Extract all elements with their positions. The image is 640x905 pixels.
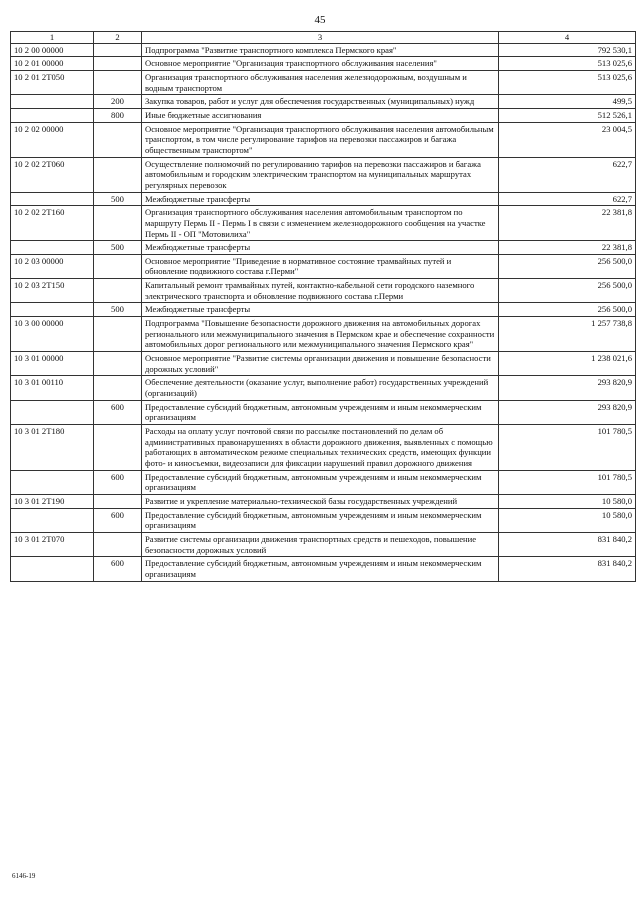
- cell-name: Развитие и укрепление материально-технической базы государственных учреждений: [142, 494, 499, 508]
- cell-amount: 293 820,9: [499, 376, 636, 400]
- cell-type: 200: [94, 95, 142, 109]
- table-row: [11, 254, 636, 278]
- cell-type: [94, 376, 142, 400]
- cell-code: 10 3 01 2T070: [11, 532, 94, 556]
- cell-name: Развитие системы организации движения транспортных средств и пешеходов, повышение безопасности дорожных условий: [142, 532, 499, 556]
- cell-amount: 23 004,5: [499, 122, 636, 157]
- cell-name: Организация транспортного обслуживания населения автомобильным транспортом по маршруту Пермь II - Пермь I в связи с изменением железнодорожного сообщения на участке Пермь II - ОП "Мотовилиха": [142, 206, 499, 241]
- table-row: [11, 95, 636, 109]
- cell-name: Межбюджетные трансферты: [142, 303, 499, 317]
- table-row: [11, 532, 636, 556]
- cell-code: 10 2 00 00000: [11, 43, 94, 57]
- cell-name: Осуществление полномочий по регулированию тарифов на перевозки пассажиров и багажа автомобильным и городским электрическим транспортом на муниципальных маршрутах регулярных перевозок: [142, 157, 499, 192]
- cell-name: Основное мероприятие "Организация транспортного обслуживания населения автомобильным транспортом, в том числе регулирование тарифов на перевозки пассажиров и багажа общественным транспортом": [142, 122, 499, 157]
- cell-name: Расходы на оплату услуг почтовой связи по рассылке постановлений по делам об административных правонарушениях в области дорожного движения, выявленных с помощью работающих в автоматическом режиме специальных технических средств, имеющих функции фото- и киносъемки, видеозаписи для фиксации нарушений правил дорожного движения: [142, 425, 499, 471]
- cell-amount: 256 500,0: [499, 303, 636, 317]
- cell-type: [94, 352, 142, 376]
- cell-code: [11, 95, 94, 109]
- cell-type: 600: [94, 400, 142, 424]
- table-row: [11, 376, 636, 400]
- table-row: [11, 157, 636, 192]
- table-row: [11, 206, 636, 241]
- table-row: [11, 108, 636, 122]
- cell-code: [11, 508, 94, 532]
- table-row: [11, 352, 636, 376]
- cell-amount: 513 025,6: [499, 70, 636, 94]
- cell-name: Межбюджетные трансферты: [142, 192, 499, 206]
- table-row: [11, 425, 636, 471]
- cell-name: Основное мероприятие "Развитие системы организации движения и повышение безопасности дорожных условий": [142, 352, 499, 376]
- cell-name: Основное мероприятие "Организация транспортного обслуживания населения": [142, 57, 499, 71]
- table-row: [11, 470, 636, 494]
- cell-name: Предоставление субсидий бюджетным, автономным учреждениям и иным некоммерческим организациям: [142, 400, 499, 424]
- cell-code: [11, 108, 94, 122]
- cell-code: 10 3 01 2T190: [11, 494, 94, 508]
- cell-code: [11, 241, 94, 255]
- table-row: [11, 122, 636, 157]
- cell-amount: 512 526,1: [499, 108, 636, 122]
- cell-name: Организация транспортного обслуживания населения железнодорожным, воздушным и водным транспортом: [142, 70, 499, 94]
- cell-type: [94, 532, 142, 556]
- table-row: [11, 557, 636, 581]
- cell-name: Подпрограмма "Повышение безопасности дорожного движения на автомобильных дорогах регионального или межмуниципального значения в Пермском крае и обеспечение сохранности автомобильных дорог регионального или межмуниципального значения Пермского края": [142, 317, 499, 352]
- table-row: [11, 279, 636, 303]
- cell-code: [11, 557, 94, 581]
- cell-code: [11, 303, 94, 317]
- cell-name: Иные бюджетные ассигнования: [142, 108, 499, 122]
- column-header-amount: 4: [499, 32, 636, 44]
- cell-name: Предоставление субсидий бюджетным, автономным учреждениям и иным некоммерческим организациям: [142, 508, 499, 532]
- document-footer-code: 6146-19: [12, 872, 36, 880]
- column-header-code: 1: [11, 32, 94, 44]
- table-row: [11, 317, 636, 352]
- cell-type: 600: [94, 508, 142, 532]
- cell-name: Подпрограмма "Развитие транспортного комплекса Пермского края": [142, 43, 499, 57]
- cell-amount: 22 381,8: [499, 241, 636, 255]
- table-header-row: [11, 32, 636, 44]
- cell-code: 10 2 01 2T050: [11, 70, 94, 94]
- cell-type: 600: [94, 557, 142, 581]
- cell-type: 800: [94, 108, 142, 122]
- table-row: [11, 192, 636, 206]
- page-number: 45: [314, 14, 326, 26]
- cell-code: 10 3 00 00000: [11, 317, 94, 352]
- cell-type: [94, 70, 142, 94]
- cell-amount: 792 530,1: [499, 43, 636, 57]
- cell-amount: 1 257 738,8: [499, 317, 636, 352]
- cell-amount: 831 840,2: [499, 557, 636, 581]
- cell-type: 500: [94, 241, 142, 255]
- cell-name: Закупка товаров, работ и услуг для обеспечения государственных (муниципальных) нужд: [142, 95, 499, 109]
- table-row: [11, 400, 636, 424]
- cell-type: [94, 206, 142, 241]
- table-row: [11, 494, 636, 508]
- cell-name: Капитальный ремонт трамвайных путей, контактно-кабельной сети городского наземного электрического транспорта и обновление подвижного состава г.Перми: [142, 279, 499, 303]
- cell-code: [11, 400, 94, 424]
- cell-code: 10 2 03 2T150: [11, 279, 94, 303]
- cell-amount: 499,5: [499, 95, 636, 109]
- cell-type: [94, 279, 142, 303]
- cell-code: 10 2 02 00000: [11, 122, 94, 157]
- column-header-name: 3: [142, 32, 499, 44]
- cell-type: 500: [94, 192, 142, 206]
- cell-code: 10 3 01 00110: [11, 376, 94, 400]
- cell-code: 10 2 02 2T060: [11, 157, 94, 192]
- cell-name: Основное мероприятие "Приведение в нормативное состояние трамвайных путей и обновление подвижного состава г.Перми": [142, 254, 499, 278]
- cell-type: [94, 494, 142, 508]
- cell-amount: 22 381,8: [499, 206, 636, 241]
- cell-amount: 256 500,0: [499, 279, 636, 303]
- cell-amount: 10 580,0: [499, 494, 636, 508]
- cell-amount: 831 840,2: [499, 532, 636, 556]
- cell-amount: 513 025,6: [499, 57, 636, 71]
- table-row: [11, 241, 636, 255]
- cell-code: 10 3 01 00000: [11, 352, 94, 376]
- cell-type: [94, 157, 142, 192]
- cell-amount: 293 820,9: [499, 400, 636, 424]
- cell-amount: 622,7: [499, 192, 636, 206]
- cell-name: Предоставление субсидий бюджетным, автономным учреждениям и иным некоммерческим организациям: [142, 470, 499, 494]
- cell-type: [94, 254, 142, 278]
- table-row: [11, 57, 636, 71]
- cell-amount: 622,7: [499, 157, 636, 192]
- cell-code: [11, 192, 94, 206]
- cell-name: Межбюджетные трансферты: [142, 241, 499, 255]
- cell-amount: 256 500,0: [499, 254, 636, 278]
- cell-type: [94, 317, 142, 352]
- table-row: [11, 303, 636, 317]
- column-header-type: 2: [94, 32, 142, 44]
- cell-amount: 1 238 021,6: [499, 352, 636, 376]
- cell-code: 10 2 02 2T160: [11, 206, 94, 241]
- budget-table: [10, 31, 636, 582]
- cell-amount: 101 780,5: [499, 425, 636, 471]
- cell-name: Обеспечение деятельности (оказание услуг, выполнение работ) государственных учреждений (организаций): [142, 376, 499, 400]
- table-row: [11, 70, 636, 94]
- cell-code: [11, 470, 94, 494]
- table-row: [11, 43, 636, 57]
- cell-amount: 10 580,0: [499, 508, 636, 532]
- table-row: [11, 508, 636, 532]
- cell-name: Предоставление субсидий бюджетным, автономным учреждениям и иным некоммерческим организациям: [142, 557, 499, 581]
- cell-type: [94, 122, 142, 157]
- cell-code: 10 3 01 2T180: [11, 425, 94, 471]
- cell-type: [94, 43, 142, 57]
- cell-code: 10 2 03 00000: [11, 254, 94, 278]
- cell-type: 500: [94, 303, 142, 317]
- cell-amount: 101 780,5: [499, 470, 636, 494]
- cell-type: 600: [94, 470, 142, 494]
- cell-type: [94, 57, 142, 71]
- cell-type: [94, 425, 142, 471]
- cell-code: 10 2 01 00000: [11, 57, 94, 71]
